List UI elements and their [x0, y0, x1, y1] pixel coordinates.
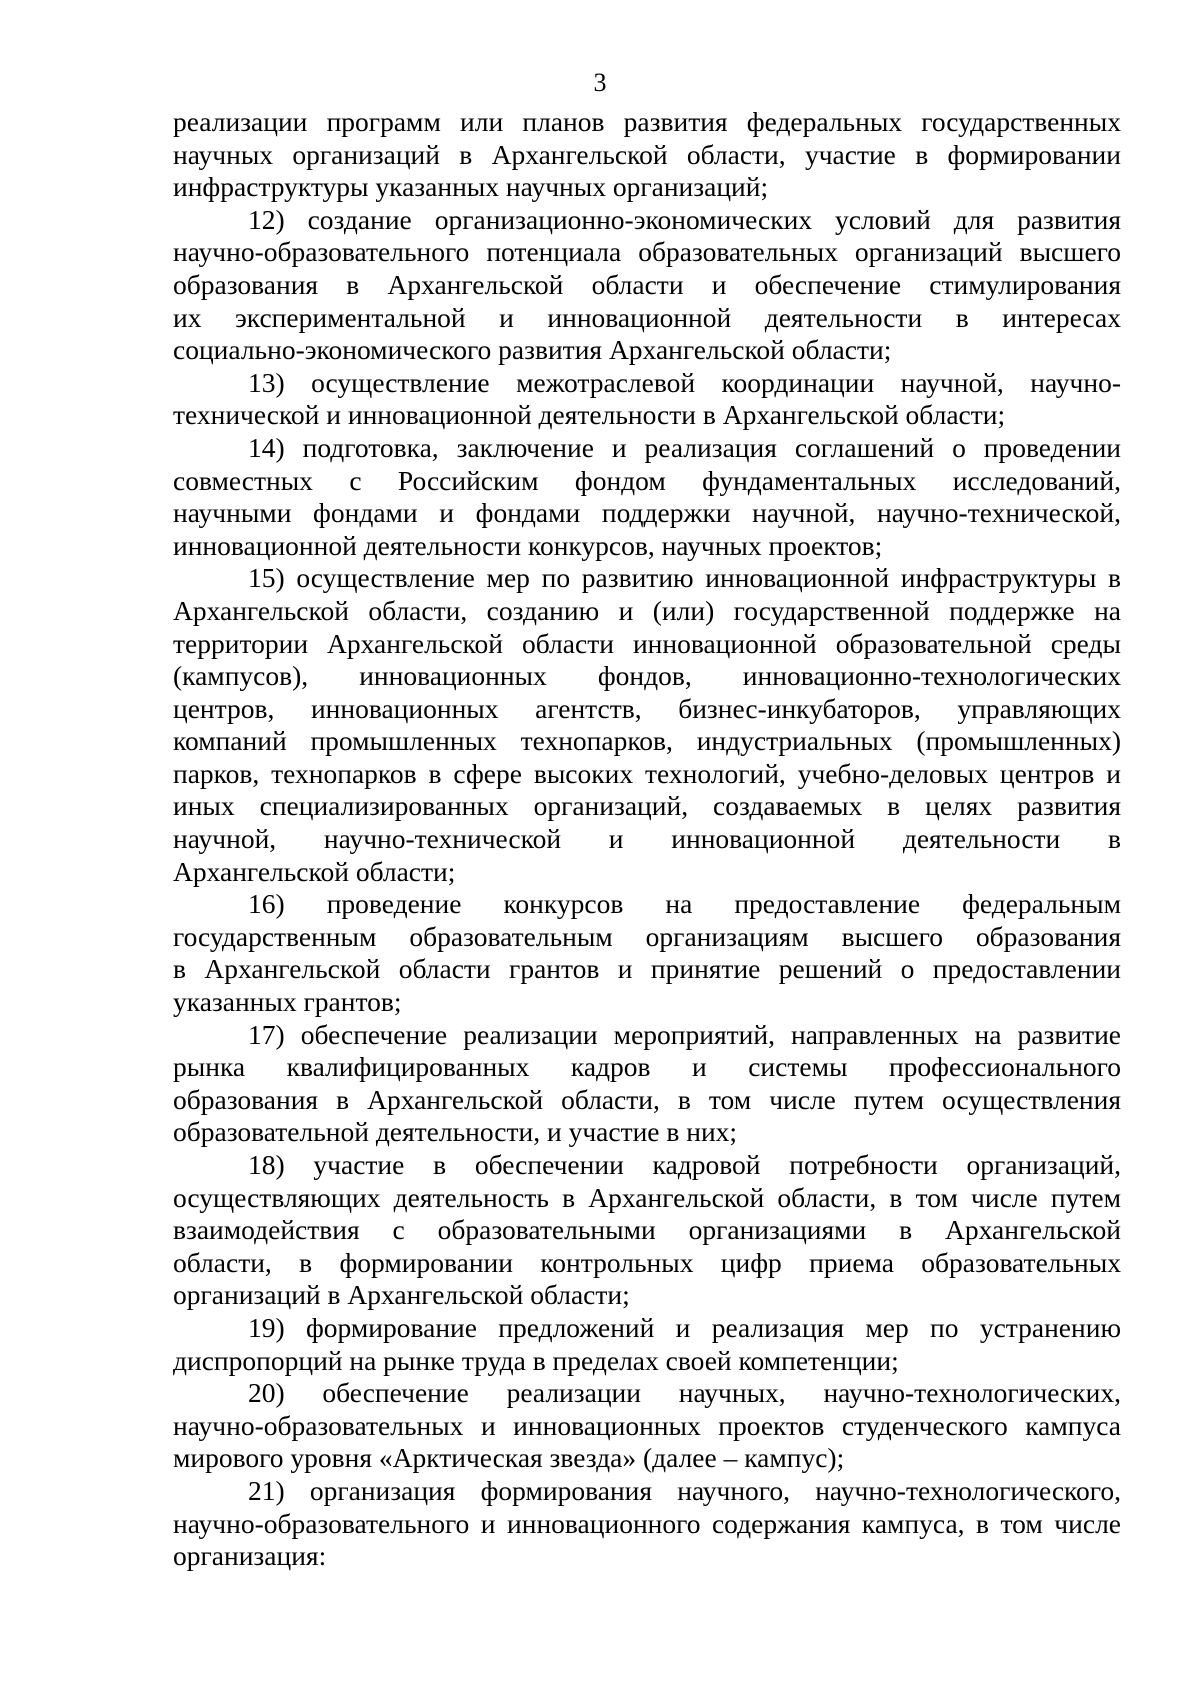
text-line: научно-образовательных и инновационных проектов студенческого кампуса: [173, 1409, 1121, 1441]
text-line: 17) обеспечение реализации мероприятий, направленных на развитие: [248, 1018, 1121, 1050]
text-line: диспропорций на рынке труда в пределах своей компетенции;: [173, 1344, 899, 1376]
paragraph: [173, 204, 1121, 367]
text-line: рынка квалифицированных кадров и системы профессионального: [173, 1051, 1121, 1083]
text-line: образовательной деятельности, и участие в них;: [173, 1116, 738, 1148]
text-line: 20) обеспечение реализации научных, научно-технологических,: [248, 1377, 1121, 1409]
text-line: 15) осуществление мер по развитию инновационной инфраструктуры в: [248, 562, 1121, 594]
text-line: их экспериментальной и инновационной деятельности в интересах: [173, 301, 1121, 333]
text-line: центров, инновационных агентств, бизнес-инкубаторов, управляющих: [173, 692, 1121, 724]
text-line: научных организаций в Архангельской области, участие в формировании: [173, 138, 1121, 170]
text-line: взаимодействия с образовательными организациями в Архангельской: [173, 1214, 1121, 1246]
text-line: совместных с Российским фондом фундаментальных исследований,: [173, 464, 1121, 496]
text-line: парков, технопарков в сфере высоких технологий, учебно-деловых центров и: [173, 757, 1121, 789]
text-line: осуществляющих деятельность в Архангельской области, в том числе путем: [173, 1181, 1121, 1213]
text-line: научной, научно-технической и инновационной деятельности в: [173, 823, 1121, 855]
page-number: 3: [593, 68, 607, 97]
text-line: технической и инновационной деятельности в Архангельской области;: [173, 399, 1006, 431]
text-line: мирового уровня «Арктическая звезда» (далее – кампус);: [173, 1442, 845, 1474]
text-line: реализации программ или планов развития федеральных государственных: [173, 106, 1121, 137]
text-line: научными фондами и фондами поддержки научной, научно-технической,: [173, 497, 1121, 529]
text-line: 13) осуществление межотраслевой координации научной, научно-: [248, 366, 1121, 398]
document-body: [173, 106, 1121, 1573]
text-line: в Архангельской области грантов и принятие решений о предоставлении: [173, 953, 1121, 985]
text-line: 16) проведение конкурсов на предоставление федеральным: [248, 888, 1121, 920]
paragraph: [173, 562, 1121, 888]
text-line: 21) организация формирования научного, научно-технологического,: [248, 1474, 1121, 1506]
text-line: территории Архангельской области инновационной образовательной среды: [173, 627, 1121, 659]
text-line: компаний промышленных технопарков, индустриальных (промышленных): [173, 725, 1121, 757]
text-line: организация:: [173, 1540, 327, 1572]
text-line: 18) участие в обеспечении кадровой потребности организаций,: [248, 1149, 1121, 1180]
paragraph: [173, 1019, 1121, 1149]
text-line: научно-образовательного и инновационного содержания кампуса, в том числе: [173, 1507, 1121, 1539]
text-line: организаций в Архангельской области;: [173, 1279, 630, 1311]
text-line: инфраструктуры указанных научных организаций;: [173, 171, 769, 203]
paragraph: [173, 1377, 1121, 1475]
text-line: Архангельской области, созданию и (или) государственной поддержке на: [173, 594, 1121, 626]
text-line: инновационной деятельности конкурсов, научных проектов;: [173, 529, 883, 561]
text-line: указанных грантов;: [173, 986, 402, 1018]
text-line: государственным образовательным организациям высшего образования: [173, 920, 1121, 952]
text-line: образования в Архангельской области, в том числе путем осуществления: [173, 1083, 1121, 1115]
paragraph: [173, 1149, 1121, 1312]
paragraph: [173, 1475, 1121, 1573]
text-line: научно-образовательного потенциала образовательных организаций высшего: [173, 236, 1121, 268]
text-line: 14) подготовка, заключение и реализация соглашений о проведении: [248, 431, 1121, 463]
paragraph: [173, 888, 1121, 1018]
text-line: образования в Архангельской области и обеспечение стимулирования: [173, 268, 1121, 300]
text-line: иных специализированных организаций, создаваемых в целях развития: [173, 790, 1121, 822]
text-line: области, в формировании контрольных цифр приема образовательных: [173, 1246, 1121, 1278]
paragraph: [173, 432, 1121, 562]
paragraph: [173, 1312, 1121, 1377]
text-line: 12) создание организационно-экономических условий для развития: [248, 203, 1121, 235]
text-line: Архангельской области;: [173, 855, 456, 887]
paragraph: [173, 106, 1121, 204]
text-line: социально-экономического развития Архангельской области;: [173, 334, 892, 366]
text-line: 19) формирование предложений и реализация мер по устранению: [248, 1311, 1121, 1343]
text-line: (кампусов), инновационных фондов, инновационно-технологических: [173, 660, 1121, 692]
paragraph: [173, 367, 1121, 432]
